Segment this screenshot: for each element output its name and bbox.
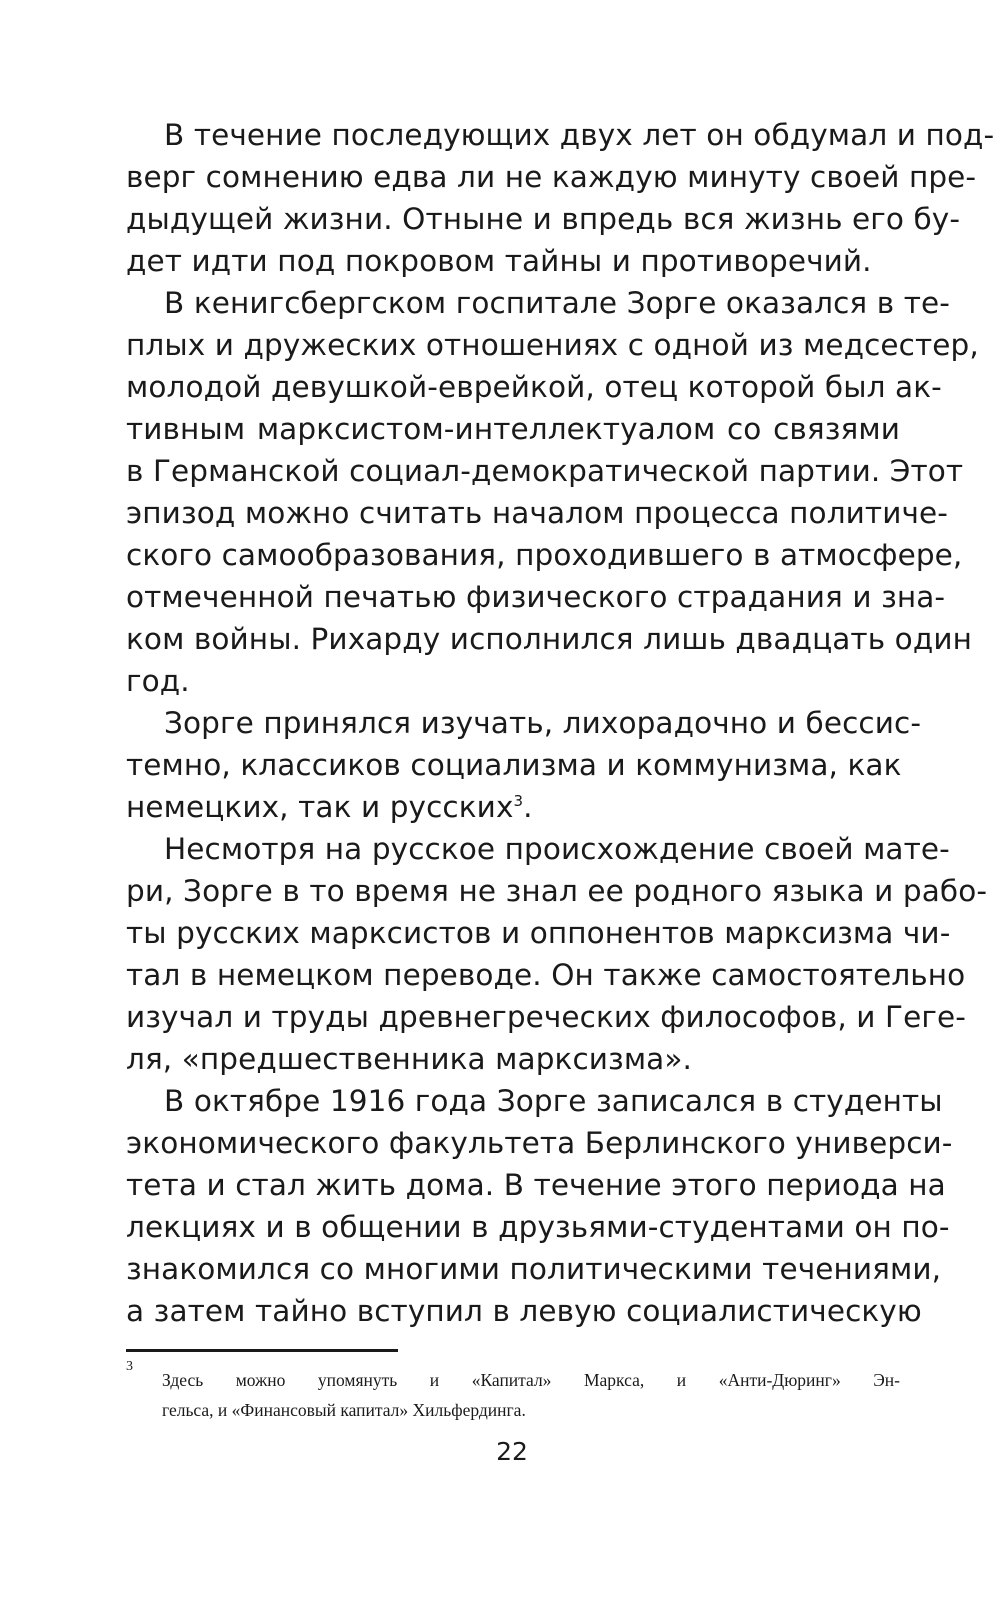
text-line: немецких, так и русских	[126, 790, 514, 824]
text-line: а затем тайно вступил в левую социалистическую	[126, 1294, 922, 1328]
paragraph	[126, 282, 979, 702]
text-line: эпизод можно считать началом процесса политиче-	[126, 496, 949, 530]
text-line: тивным марксистом-интеллектуалом со связями	[126, 412, 900, 446]
text-line: лекциях и в общении в друзьями-студентами он по-	[126, 1210, 950, 1244]
text-line: отмеченной печатью физического страдания и зна-	[126, 580, 946, 614]
text-line: изучал и труды древнегреческих философов, и Геге-	[126, 1000, 966, 1034]
text-line: В октябре 1916 года Зорге записался в студенты	[164, 1084, 943, 1118]
text-line: Несмотря на русское происхождение своей мате-	[164, 832, 950, 866]
paragraph	[126, 702, 922, 828]
page-number: 22	[496, 1437, 528, 1466]
text-line: ля, «предшественника марксизма».	[126, 1042, 692, 1076]
text-line: В течение последующих двух лет он обдумал и под-	[164, 118, 995, 152]
footnote-reference[interactable]: 3	[513, 792, 524, 811]
text-line: тета и стал жить дома. В течение этого периода на	[126, 1168, 946, 1202]
footnote-line: Здесь можно упомянуть и «Капитал» Маркса, и «Анти-Дюринг» Эн-	[162, 1370, 900, 1390]
text-line: ты русских марксистов и оппонентов марксизма чи-	[126, 916, 951, 950]
text-line: тал в немецком переводе. Он также самостоятельно	[126, 958, 966, 992]
text-line: В кенигсбергском госпитале Зорге оказался в те-	[164, 286, 950, 320]
text-line: ри, Зорге в то время не знал ее родного языка и рабо-	[126, 874, 988, 908]
text-line: Зорге принялся изучать, лихорадочно и бессис-	[164, 706, 922, 740]
text-line: дет идти под покровом тайны и противоречий.	[126, 244, 872, 278]
text-line-with-footnote	[126, 786, 900, 828]
text-line: в Германской социал-демократической партии. Этот	[126, 454, 964, 488]
footnote-number: 3	[126, 1359, 133, 1374]
text-line: дыдущей жизни. Отныне и впредь вся жизнь его бу-	[126, 202, 961, 236]
text-line: ком войны. Рихарду исполнился лишь двадцать один	[126, 622, 972, 656]
text-line: ского самообразования, проходившего в атмосфере,	[126, 538, 963, 572]
paragraph	[126, 1080, 953, 1332]
sentence-end: .	[523, 790, 533, 824]
footnote-divider	[126, 1349, 398, 1352]
text-line: год.	[126, 664, 190, 698]
text-line: темно, классиков социализма и коммунизма, как	[126, 748, 902, 782]
footnote-line: гельса, и «Финансовый капитал» Хильфердинга.	[162, 1400, 526, 1420]
paragraph	[126, 114, 995, 282]
text-line: молодой девушкой-еврейкой, отец которой был ак-	[126, 370, 942, 404]
text-line: экономического факультета Берлинского универси-	[126, 1126, 953, 1160]
text-line: верг сомнению едва ли не каждую минуту своей пре-	[126, 160, 977, 194]
text-line: знакомился со многими политическими течениями,	[126, 1252, 942, 1286]
main-text	[126, 114, 995, 1332]
paragraph	[126, 828, 988, 1080]
footnote-text	[162, 1365, 900, 1425]
text-line: плых и дружеских отношениях с одной из медсестер,	[126, 328, 979, 362]
